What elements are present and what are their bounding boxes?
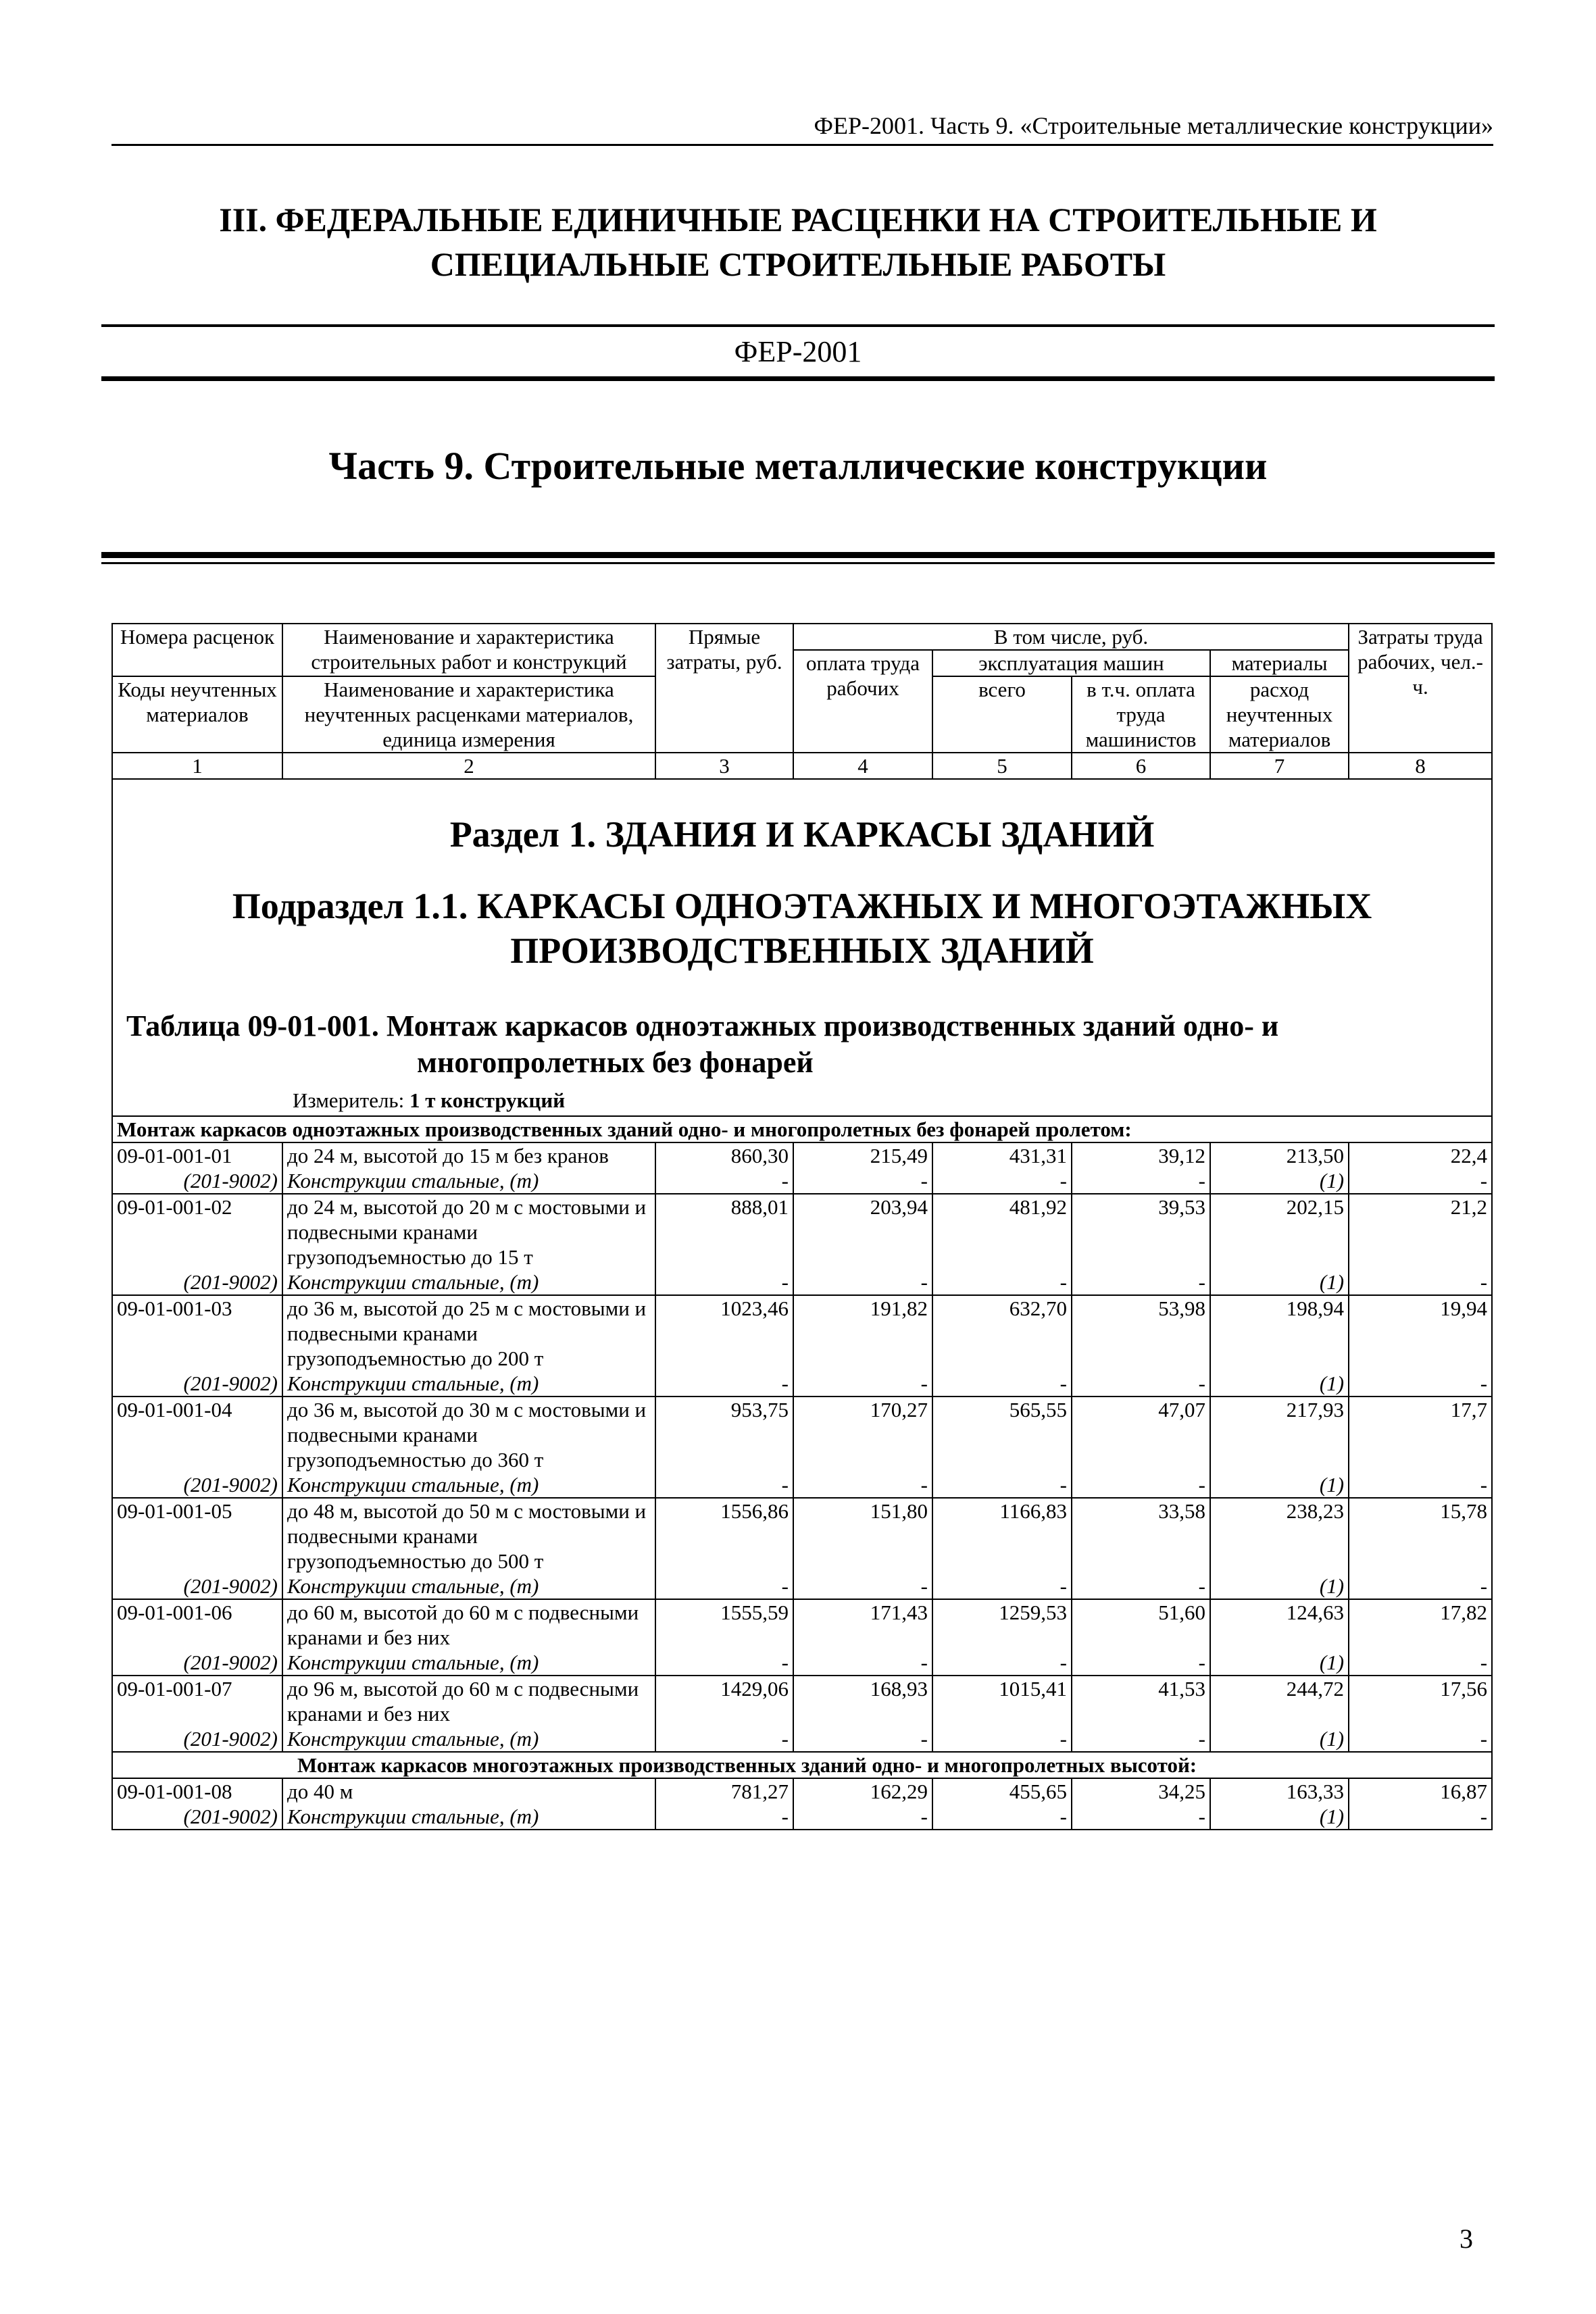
material-code-cell: [112, 1804, 282, 1830]
machines-total: 565,55: [932, 1397, 1072, 1472]
dash-cell: -: [793, 1269, 932, 1295]
work-name: до 96 м, высотой до 60 м с подвесными кранами и без них: [282, 1676, 655, 1726]
group-heading-row: [112, 1752, 1492, 1778]
rate-code: 09-01-001-06: [112, 1599, 282, 1650]
rule-part-thin: [101, 562, 1495, 564]
rate-code: 09-01-001-07: [112, 1676, 282, 1726]
dash-cell: -: [655, 1726, 793, 1752]
dash-cell: -: [793, 1472, 932, 1498]
subsection-line-2: ПРОИЗВОДСТВЕННЫХ ЗДАНИЙ: [510, 930, 1094, 971]
material-code: (201-9002): [183, 1372, 278, 1395]
materials-cost: 244,72: [1210, 1676, 1349, 1726]
table-title-line-2: многопролетных без фонарей: [417, 1046, 814, 1079]
dash-cell: -: [1072, 1371, 1210, 1397]
table-row: [112, 1599, 1492, 1650]
dash-cell: -: [1072, 1574, 1210, 1599]
material-code-cell: [112, 1726, 282, 1752]
workers-pay: 168,93: [793, 1676, 932, 1726]
section-heading-row: [112, 779, 1492, 1116]
hdr-materials: материалы: [1210, 650, 1349, 676]
col-number: 4: [793, 753, 932, 779]
hdr-labor-hours: Затраты труда рабочих, чел.-ч.: [1349, 624, 1492, 753]
hdr-col1-top: Номера расценок: [112, 624, 282, 676]
material-code: (201-9002): [183, 1473, 278, 1496]
machinists-pay: 39,53: [1072, 1194, 1210, 1269]
dash-cell: -: [793, 1168, 932, 1194]
material-name: Конструкции стальные, (т): [282, 1371, 655, 1397]
table-row: [112, 1397, 1492, 1472]
material-code-cell: [112, 1650, 282, 1676]
hdr-col1-bottom: Коды неучтенных материалов: [112, 676, 282, 753]
machines-total: 1166,83: [932, 1498, 1072, 1574]
material-code-cell: [112, 1472, 282, 1498]
materials-cost: 202,15: [1210, 1194, 1349, 1269]
material-name: Конструкции стальные, (т): [282, 1804, 655, 1830]
direct-costs: 1555,59: [655, 1599, 793, 1650]
material-name: Конструкции стальные, (т): [282, 1168, 655, 1194]
group-heading: Монтаж каркасов одноэтажных производственных зданий одно- и многопролетных без фонарей пролетом:: [112, 1116, 1492, 1142]
dash-cell: -: [1072, 1726, 1210, 1752]
labor-hours: 17,56: [1349, 1676, 1492, 1726]
main-title-line-1: III. ФЕДЕРАЛЬНЫЕ ЕДИНИЧНЫЕ РАСЦЕНКИ НА СТРОИТЕЛЬНЫЕ И: [219, 201, 1377, 238]
dash-cell: -: [1349, 1371, 1492, 1397]
dash-cell: -: [932, 1804, 1072, 1830]
material-amount: (1): [1210, 1269, 1349, 1295]
rates-table-container: [111, 623, 1491, 2147]
col-number: 7: [1210, 753, 1349, 779]
labor-hours: 15,78: [1349, 1498, 1492, 1574]
workers-pay: 162,29: [793, 1778, 932, 1804]
part-title: Часть 9. Строительные металлические конструкции: [328, 444, 1268, 488]
table-row: [112, 1142, 1492, 1168]
machinists-pay: 34,25: [1072, 1778, 1210, 1804]
rate-code: 09-01-001-01: [112, 1142, 282, 1168]
dash-cell: -: [1349, 1574, 1492, 1599]
material-code: (201-9002): [183, 1805, 278, 1828]
hdr-workers-pay: оплата труда рабочих: [793, 650, 932, 753]
hdr-col2-top: Наименование и характеристика строительных работ и конструкций: [282, 624, 655, 676]
direct-costs: 781,27: [655, 1778, 793, 1804]
rates-table: [111, 623, 1493, 1830]
labor-hours: 17,82: [1349, 1599, 1492, 1650]
materials-cost: 213,50: [1210, 1142, 1349, 1168]
measure-line: [113, 1088, 1491, 1115]
dash-cell: -: [793, 1726, 932, 1752]
measure-label: Измеритель:: [293, 1088, 405, 1112]
material-row: [112, 1804, 1492, 1830]
table-row: [112, 1498, 1492, 1574]
hdr-unaccounted-materials: расход неучтенных материалов: [1210, 676, 1349, 753]
dash-cell: -: [1349, 1269, 1492, 1295]
dash-cell: -: [655, 1168, 793, 1194]
labor-hours: 22,4: [1349, 1142, 1492, 1168]
material-amount: (1): [1210, 1371, 1349, 1397]
dash-cell: -: [793, 1804, 932, 1830]
machinists-pay: 47,07: [1072, 1397, 1210, 1472]
workers-pay: 151,80: [793, 1498, 932, 1574]
labor-hours: 19,94: [1349, 1295, 1492, 1371]
direct-costs: 1429,06: [655, 1676, 793, 1726]
direct-costs: 888,01: [655, 1194, 793, 1269]
dash-cell: -: [1072, 1804, 1210, 1830]
page-number: 3: [1460, 2223, 1473, 2254]
col-number: 6: [1072, 753, 1210, 779]
machines-total: 1015,41: [932, 1676, 1072, 1726]
dash-cell: -: [1349, 1650, 1492, 1676]
labor-hours: 16,87: [1349, 1778, 1492, 1804]
material-code-cell: [112, 1371, 282, 1397]
material-amount: (1): [1210, 1574, 1349, 1599]
table-row: [112, 1295, 1492, 1371]
direct-costs: 860,30: [655, 1142, 793, 1168]
work-name: до 48 м, высотой до 50 м с мостовыми и подвесными кранами грузоподъемностью до 500 т: [282, 1498, 655, 1574]
direct-costs: 1023,46: [655, 1295, 793, 1371]
machines-total: 1259,53: [932, 1599, 1072, 1650]
col-number: 2: [282, 753, 655, 779]
machines-total: 481,92: [932, 1194, 1072, 1269]
table-row: [112, 1676, 1492, 1726]
dash-cell: -: [1072, 1269, 1210, 1295]
machinists-pay: 41,53: [1072, 1676, 1210, 1726]
material-code: (201-9002): [183, 1727, 278, 1751]
main-title-line-2: СПЕЦИАЛЬНЫЕ СТРОИТЕЛЬНЫЕ РАБОТЫ: [430, 245, 1166, 283]
rate-code: 09-01-001-04: [112, 1397, 282, 1472]
materials-cost: 238,23: [1210, 1498, 1349, 1574]
material-row: [112, 1574, 1492, 1599]
dash-cell: -: [655, 1804, 793, 1830]
subsection-title: [113, 884, 1491, 973]
dash-cell: -: [932, 1650, 1072, 1676]
machines-total: 632,70: [932, 1295, 1072, 1371]
material-amount: (1): [1210, 1726, 1349, 1752]
direct-costs: 1556,86: [655, 1498, 793, 1574]
dash-cell: -: [1072, 1472, 1210, 1498]
direct-costs: 953,75: [655, 1397, 793, 1472]
workers-pay: 191,82: [793, 1295, 932, 1371]
dash-cell: -: [655, 1650, 793, 1676]
dash-cell: -: [932, 1168, 1072, 1194]
workers-pay: 203,94: [793, 1194, 932, 1269]
materials-cost: 198,94: [1210, 1295, 1349, 1371]
col-number: 3: [655, 753, 793, 779]
machinists-pay: 53,98: [1072, 1295, 1210, 1371]
material-code: (201-9002): [183, 1270, 278, 1294]
group-heading-row: [112, 1116, 1492, 1142]
dash-cell: -: [1349, 1168, 1492, 1194]
labor-hours: 17,7: [1349, 1397, 1492, 1472]
material-code-cell: [112, 1269, 282, 1295]
measure-value: 1 т конструкций: [409, 1088, 566, 1112]
dash-cell: -: [932, 1472, 1072, 1498]
hdr-col2-bottom: Наименование и характеристика неучтенных расценками материалов, единица измерения: [282, 676, 655, 753]
work-name: до 36 м, высотой до 25 м с мостовыми и подвесными кранами грузоподъемностью до 200 т: [282, 1295, 655, 1371]
dash-cell: -: [655, 1472, 793, 1498]
dash-cell: -: [932, 1371, 1072, 1397]
dash-cell: -: [793, 1371, 932, 1397]
work-name: до 24 м, высотой до 15 м без кранов: [282, 1142, 655, 1168]
hdr-machines-total: всего: [932, 676, 1072, 753]
material-row: [112, 1371, 1492, 1397]
workers-pay: 215,49: [793, 1142, 932, 1168]
material-row: [112, 1168, 1492, 1194]
dash-cell: -: [1349, 1804, 1492, 1830]
rate-code: 09-01-001-08: [112, 1778, 282, 1804]
rule-top-thin: [101, 324, 1495, 327]
material-row: [112, 1472, 1492, 1498]
main-title: [101, 197, 1495, 286]
materials-cost: 217,93: [1210, 1397, 1349, 1472]
dash-cell: -: [932, 1574, 1072, 1599]
dash-cell: -: [932, 1269, 1072, 1295]
rate-code: 09-01-001-05: [112, 1498, 282, 1574]
material-row: [112, 1650, 1492, 1676]
hdr-machinists-pay: в т.ч. оплата труда машинистов: [1072, 676, 1210, 753]
rate-code: 09-01-001-02: [112, 1194, 282, 1269]
dash-cell: -: [1349, 1472, 1492, 1498]
material-amount: (1): [1210, 1650, 1349, 1676]
rule-part-thick: [101, 552, 1495, 558]
dash-cell: -: [1072, 1650, 1210, 1676]
table-row: [112, 1194, 1492, 1269]
machines-total: 455,65: [932, 1778, 1072, 1804]
machines-total: 431,31: [932, 1142, 1072, 1168]
material-amount: (1): [1210, 1472, 1349, 1498]
dash-cell: -: [793, 1574, 932, 1599]
running-header: ФЕР-2001. Часть 9. «Строительные металлические конструкции»: [111, 111, 1493, 146]
section-title: Раздел 1. ЗДАНИЯ И КАРКАСЫ ЗДАНИЙ: [449, 814, 1155, 855]
material-row: [112, 1726, 1492, 1752]
material-name: Конструкции стальные, (т): [282, 1726, 655, 1752]
machinists-pay: 33,58: [1072, 1498, 1210, 1574]
hdr-direct-costs: Прямые затраты, руб.: [655, 624, 793, 753]
machinists-pay: 51,60: [1072, 1599, 1210, 1650]
workers-pay: 171,43: [793, 1599, 932, 1650]
col-number: 1: [112, 753, 282, 779]
fer-label: ФЕР-2001: [734, 335, 862, 368]
material-code: (201-9002): [183, 1651, 278, 1674]
machinists-pay: 39,12: [1072, 1142, 1210, 1168]
column-numbers-row: [112, 753, 1492, 779]
rule-top-thick: [101, 376, 1495, 381]
group-heading: Монтаж каркасов многоэтажных производственных зданий одно- и многопролетных высотой:: [112, 1752, 1492, 1778]
dash-cell: -: [932, 1726, 1072, 1752]
col-number: 8: [1349, 753, 1492, 779]
work-name: до 24 м, высотой до 20 м с мостовыми и подвесными кранами грузоподъемностью до 15 т: [282, 1194, 655, 1269]
material-amount: (1): [1210, 1804, 1349, 1830]
header-row-1: [112, 624, 1492, 650]
labor-hours: 21,2: [1349, 1194, 1492, 1269]
material-code-cell: [112, 1574, 282, 1599]
dash-cell: -: [655, 1371, 793, 1397]
work-name: до 40 м: [282, 1778, 655, 1804]
material-name: Конструкции стальные, (т): [282, 1574, 655, 1599]
dash-cell: -: [793, 1650, 932, 1676]
material-code: (201-9002): [183, 1574, 278, 1598]
materials-cost: 124,63: [1210, 1599, 1349, 1650]
materials-cost: 163,33: [1210, 1778, 1349, 1804]
hdr-including: В том числе, руб.: [793, 624, 1349, 650]
material-row: [112, 1269, 1492, 1295]
rate-code: 09-01-001-03: [112, 1295, 282, 1371]
material-code: (201-9002): [183, 1169, 278, 1192]
table-row: [112, 1778, 1492, 1804]
dash-cell: -: [655, 1269, 793, 1295]
dash-cell: -: [1349, 1726, 1492, 1752]
material-code-cell: [112, 1168, 282, 1194]
material-name: Конструкции стальные, (т): [282, 1472, 655, 1498]
table-title-line-1: Таблица 09-01-001. Монтаж каркасов одноэтажных производственных зданий одно- и: [126, 1009, 1279, 1042]
material-amount: (1): [1210, 1168, 1349, 1194]
subsection-line-1: Подраздел 1.1. КАРКАСЫ ОДНОЭТАЖНЫХ И МНОГОЭТАЖНЫХ: [232, 886, 1372, 926]
hdr-machines: эксплуатация машин: [932, 650, 1210, 676]
table-title: [113, 1008, 1491, 1081]
dash-cell: -: [1072, 1168, 1210, 1194]
work-name: до 36 м, высотой до 30 м с мостовыми и подвесными кранами грузоподъемностью до 360 т: [282, 1397, 655, 1472]
col-number: 5: [932, 753, 1072, 779]
workers-pay: 170,27: [793, 1397, 932, 1472]
material-name: Конструкции стальные, (т): [282, 1269, 655, 1295]
work-name: до 60 м, высотой до 60 м с подвесными кранами и без них: [282, 1599, 655, 1650]
material-name: Конструкции стальные, (т): [282, 1650, 655, 1676]
dash-cell: -: [655, 1574, 793, 1599]
